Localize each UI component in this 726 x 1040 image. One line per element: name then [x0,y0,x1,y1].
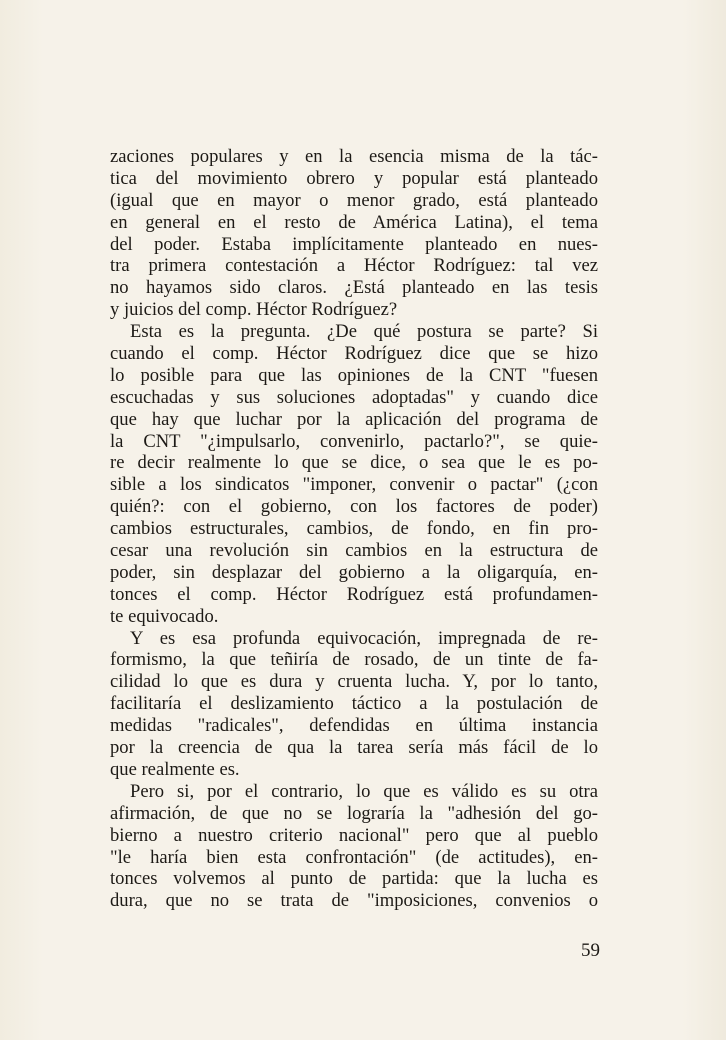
text-line: y juicios del comp. Héctor Rodríguez? [110,299,398,321]
text-line: medidas "radicales", defendidas en última instancia [110,715,598,737]
page-number: 59 [581,940,600,961]
text-line: que hay que luchar por la aplicación del programa de [110,408,598,430]
text-line: facilitaría el deslizamiento táctico a la postulación de [110,693,598,715]
text-line: afirmación, de que no se lograría la "adhesión del go- [110,802,598,824]
text-line: la CNT "¿impulsarlo, convenirlo, pactarlo?", se quie- [110,430,598,452]
paragraph [110,628,598,781]
body-text [110,146,598,912]
paragraph [110,146,598,321]
text-line: zaciones populares y en la esencia misma de la tác- [110,146,598,167]
text-line: quién?: con el gobierno, con los factores de poder) [110,496,598,518]
text-line: escuchadas y sus soluciones adoptadas" y cuando dice [110,386,598,408]
text-line: lo posible para que las opiniones de la CNT "fuesen [110,364,598,386]
text-line: bierno a nuestro criterio nacional" pero que al pueblo [110,824,598,846]
text-line: cuando el comp. Héctor Rodríguez dice que se hizo [110,343,598,365]
text-line: tra primera contestación a Héctor Rodríguez: tal vez [110,255,598,277]
text-line: "le haría bien esta confrontación" (de actitudes), en- [110,846,598,868]
text-line: cesar una revolución sin cambios en la estructura de [110,540,598,562]
paragraph [110,781,598,912]
text-line: re decir realmente lo que se dice, o sea que le es po- [110,452,598,474]
text-line: (igual que en mayor o menor grado, está planteado [110,189,598,211]
text-line: cambios estructurales, cambios, de fondo, en fin pro- [110,518,598,540]
text-line: tica del movimiento obrero y popular está planteado [110,167,598,189]
text-line: formismo, la que teñiría de rosado, de un tinte de fa- [110,649,598,671]
text-line: poder, sin desplazar del gobierno a la oligarquía, en- [110,561,598,583]
text-line: Pero si, por el contrario, lo que es válido es su otra [130,780,598,802]
text-line: por la creencia de qua la tarea sería más fácil de lo [110,737,598,759]
text-line: te equivocado. [110,605,219,627]
text-line: que realmente es. [110,758,240,780]
text-line: tonces volvemos al punto de partida: que la lucha es [110,868,598,890]
text-line: no hayamos sido claros. ¿Está planteado en las tesis [110,277,598,299]
text-line: Esta es la pregunta. ¿De qué postura se parte? Si [130,321,598,343]
text-line: en general en el resto de América Latina), el tema [110,211,598,233]
text-line: tonces el comp. Héctor Rodríguez está profundamen- [110,583,598,605]
text-line: dura, que no se trata de "imposiciones, convenios o [110,890,598,912]
text-line: Y es esa profunda equivocación, impregnada de re- [130,627,598,649]
text-line: sible a los sindicatos "imponer, convenir o pactar" (¿con [110,474,598,496]
paragraph [110,321,598,627]
text-line: del poder. Estaba implícitamente planteado en nues- [110,233,598,255]
text-line: cilidad lo que es dura y cruenta lucha. Y, por lo tanto, [110,671,598,693]
